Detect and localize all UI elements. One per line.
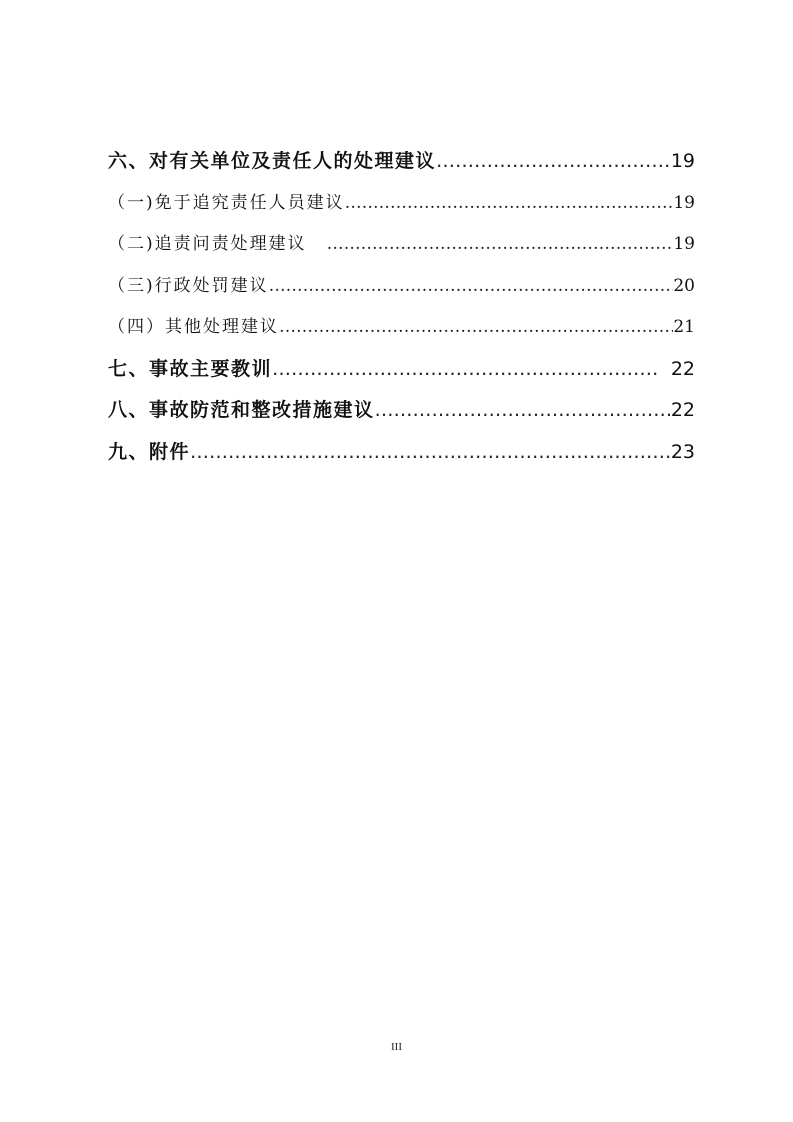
- toc-dot-leader: [436, 141, 671, 183]
- toc-dot-leader: [327, 224, 674, 266]
- toc-entry-section-8[interactable]: [108, 390, 695, 432]
- toc-entry-section-9[interactable]: [108, 432, 695, 474]
- toc-entry-section-6-1[interactable]: [108, 183, 695, 225]
- toc-dot-leader: [279, 307, 673, 349]
- toc-entry-page: 19: [673, 192, 695, 213]
- toc-entry-section-6-2[interactable]: [108, 224, 695, 266]
- toc-entry-page: 21: [673, 317, 695, 337]
- toc-entry-section-6-4[interactable]: [108, 307, 695, 349]
- page-number: III: [391, 1041, 402, 1053]
- toc-entry-title: （四）其他处理建议: [108, 317, 279, 337]
- toc-entry-title: （三)行政处罚建议: [108, 275, 269, 296]
- toc-entry-page: 23: [670, 440, 695, 463]
- toc-entry-title: 六、对有关单位及责任人的处理建议: [108, 150, 437, 172]
- toc-entry-title: （二)追责问责处理建议: [108, 234, 307, 254]
- toc-entry-page: 22: [670, 399, 695, 421]
- toc-entry-section-6-3[interactable]: [108, 266, 695, 308]
- toc-entry-title: （一)免于追究责任人员建议: [108, 192, 345, 213]
- toc-entry-section-7[interactable]: [108, 349, 695, 391]
- toc-entry-title: 八、事故防范和整改措施建议: [108, 399, 375, 421]
- toc-entry-title: 九、附件: [108, 440, 191, 463]
- toc-dot-leader: [345, 183, 674, 225]
- toc-dot-leader: [272, 349, 657, 391]
- toc-dot-leader: [190, 432, 671, 474]
- table-of-contents: [108, 141, 695, 473]
- toc-entry-section-6[interactable]: [108, 141, 695, 183]
- toc-entry-page: 19: [673, 234, 695, 254]
- toc-entry-title: 七、事故主要教训: [108, 357, 273, 380]
- toc-dot-leader: [269, 266, 674, 308]
- toc-entry-page: 20: [673, 275, 695, 296]
- toc-dot-leader: [375, 390, 671, 432]
- toc-entry-page: 19: [670, 150, 695, 172]
- toc-entry-page: 22: [670, 357, 695, 380]
